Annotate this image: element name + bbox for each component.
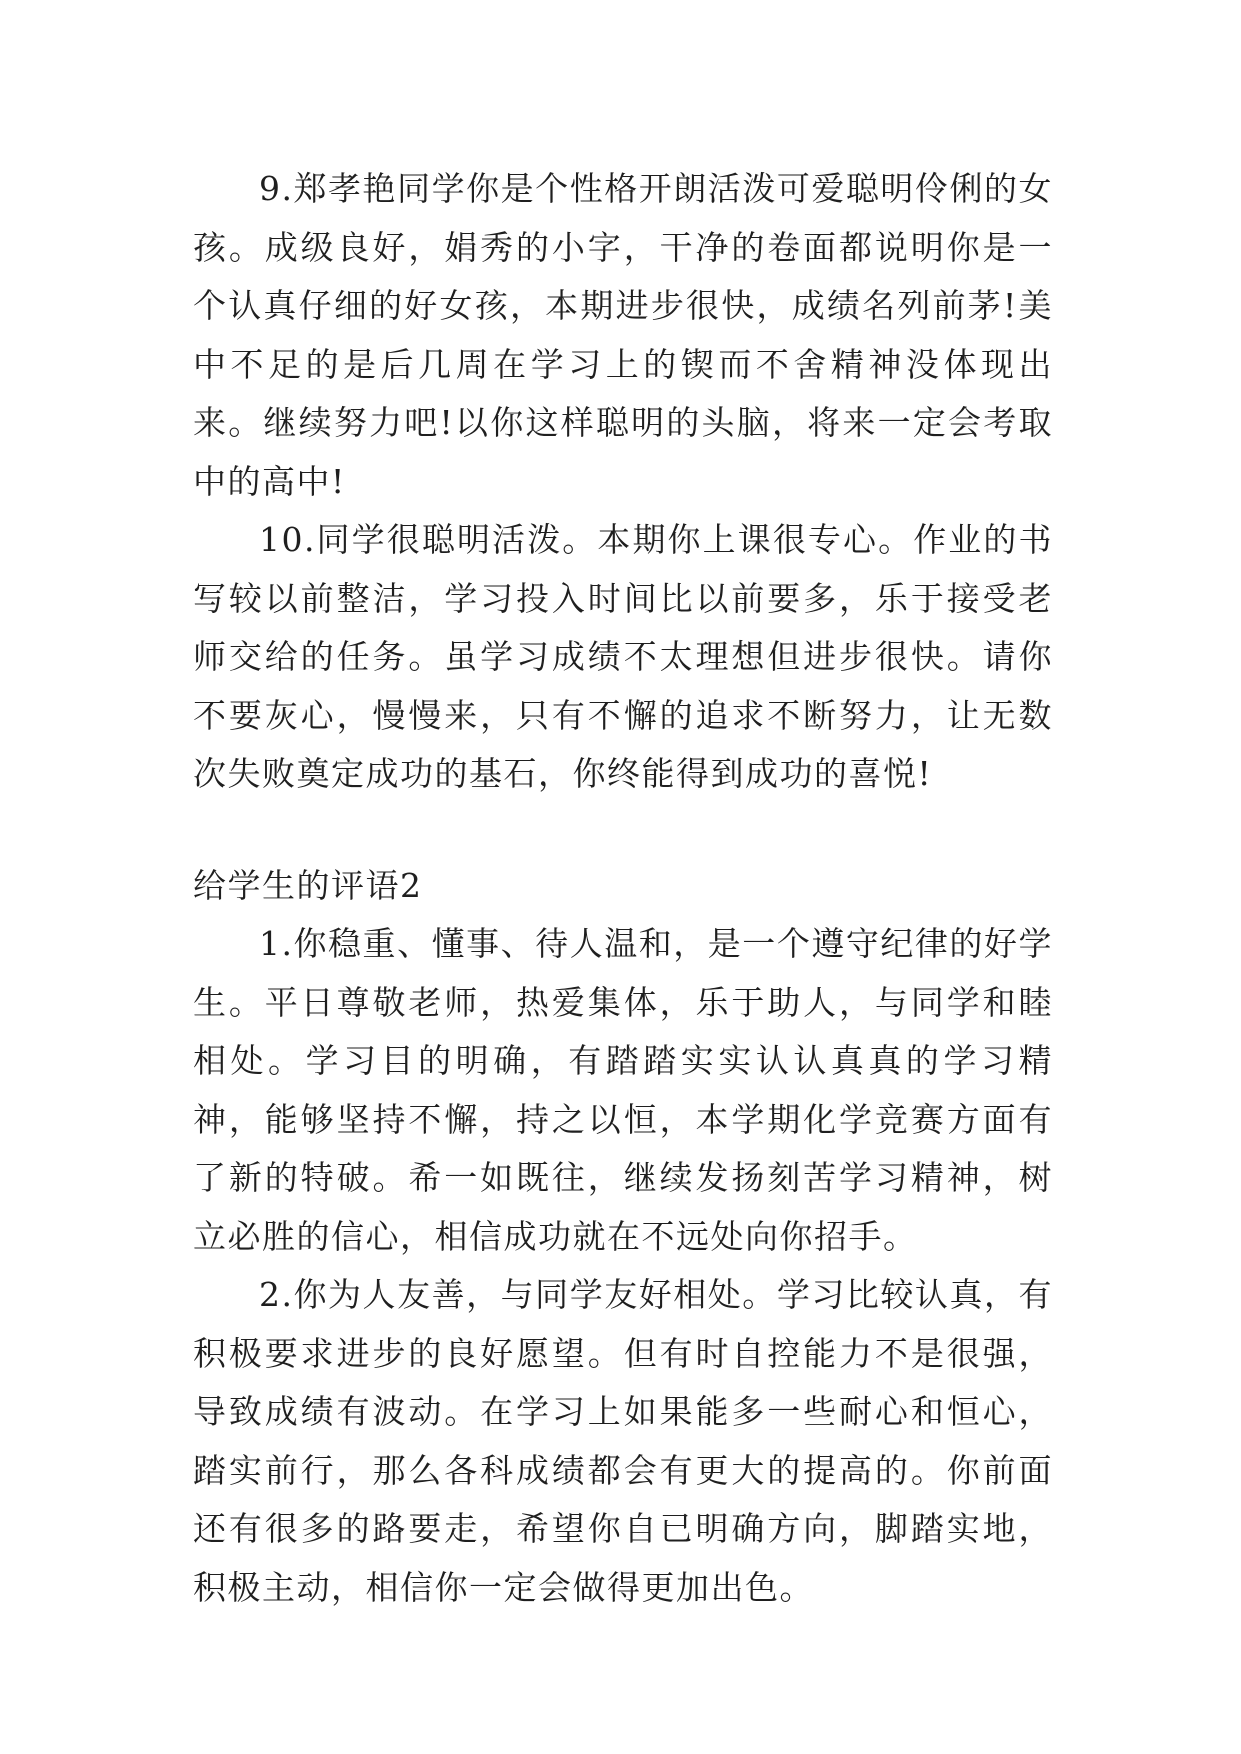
comment-paragraph-1: 1.你稳重、懂事、待人温和，是一个遵守纪律的好学生。平日尊敬老师，热爱集体，乐于助人，与同学和睦相处。学习目的明确，有踏踏实实认认真真的学习精神，能够坚持不懈，持之以恒，本学期化学竞赛方面有了新的特破。希一如既往，继续发扬刻苦学习精神，树立必胜的信心，相信成功就在不远处向你招手。 <box>193 924 1053 1256</box>
document-page <box>193 160 1053 1617</box>
comment-paragraph-9: 9.郑孝艳同学你是个性格开朗活泼可爱聪明伶俐的女孩。成级良好，娟秀的小字，干净的卷面都说明你是一个认真仔细的好女孩，本期进步很快，成绩名列前茅!美中不足的是后几周在学习上的锲而不舍精神没体现出来。继续努力吧!以你这样聪明的头脑，将来一定会考取中的高中! <box>193 169 1053 501</box>
comment-paragraph-2: 2.你为人友善，与同学友好相处。学习比较认真，有积极要求进步的良好愿望。但有时自控能力不是很强，导致成绩有波动。在学习上如果能多一些耐心和恒心，踏实前行，那么各科成绩都会有更大的提高的。你前面还有很多的路要走，希望你自已明确方向，脚踏实地，积极主动，相信你一定会做得更加出色。 <box>193 1275 1053 1607</box>
comment-paragraph-10: 10.同学很聪明活泼。本期你上课很专心。作业的书写较以前整洁，学习投入时间比以前要多，乐于接受老师交给的任务。虽学习成绩不太理想但进步很快。请你不要灰心，慢慢来，只有不懈的追求不断努力，让无数次失败奠定成功的基石，你终能得到成功的喜悦! <box>193 520 1053 793</box>
section-heading: 给学生的评语2 <box>193 865 423 905</box>
section-spacer <box>193 804 1053 857</box>
